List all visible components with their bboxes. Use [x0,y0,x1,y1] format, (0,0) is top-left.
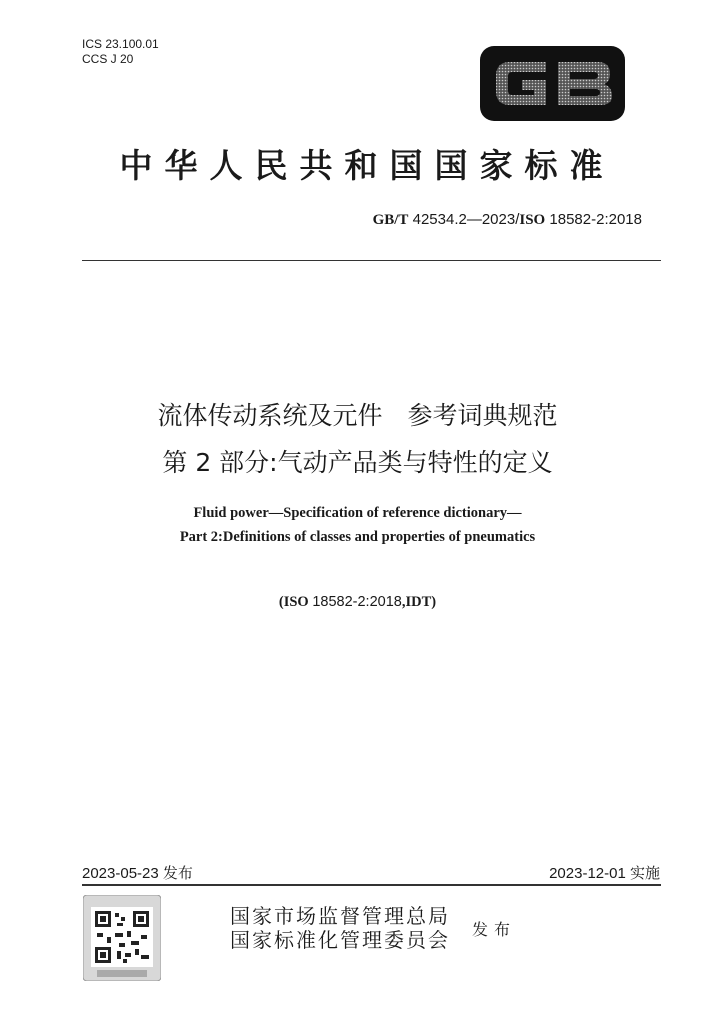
national-standard-title: 中华人民共和国国家标准 [119,146,615,185]
gbt-code: 42534.2—2023/ [412,211,520,228]
issue-date: 2023-05-23 发布 [82,865,193,882]
implement-date: 2023-12-01 实施 [549,865,660,882]
adoption-open: (ISO [278,594,313,610]
title-en-line1: Fluid power—Specification of reference dictionary— [193,505,522,521]
publish-label: 发布 [472,920,517,939]
issuer-samr: 国家市场监督管理总局 [230,904,450,928]
ccs-code: CCS J 20 [82,52,134,66]
header-divider [82,260,661,261]
classification-codes [82,37,159,67]
issuing-authorities [230,904,450,952]
title-zh-line1: 流体传动系统及元件 参考词典规范 [157,401,558,430]
iso-label: ISO [519,212,546,228]
footer-divider [82,884,661,886]
adoption-code: 18582-2:2018 [312,594,402,610]
title-en-line2: Part 2:Definitions of classes and properties of pneumatics [179,529,536,545]
issuer-sac: 国家标准化管理委员会 [230,928,450,952]
ics-code: ICS 23.100.01 [82,37,159,51]
gbt-label: GB/T [372,212,409,228]
gb-logo [480,46,625,121]
standard-number [373,211,642,229]
adoption-note [0,594,715,611]
iso-code: 18582-2:2018 [549,211,642,228]
adoption-close: ,IDT) [401,594,437,610]
title-zh-line2: 第 2 部分:气动产品类与特性的定义 [162,448,553,477]
qr-code-sticker [83,895,161,981]
